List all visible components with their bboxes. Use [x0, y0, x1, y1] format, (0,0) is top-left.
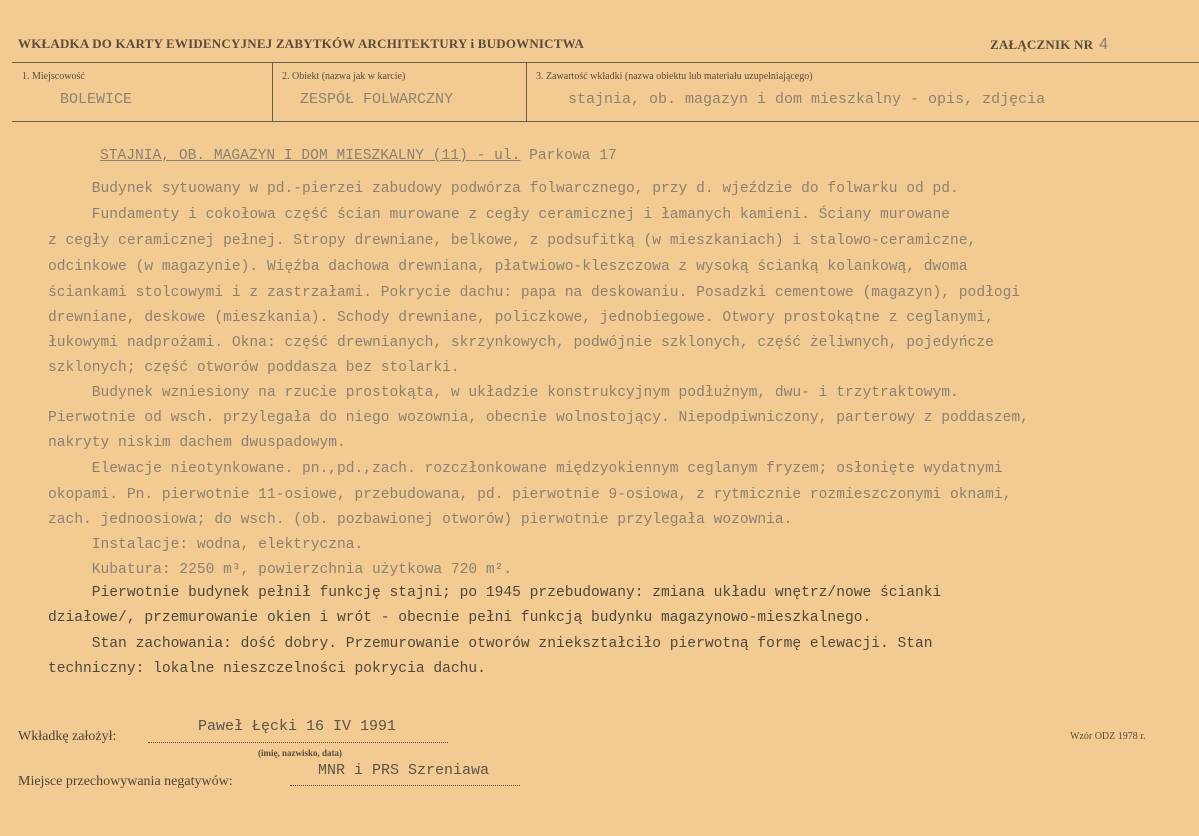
field-object-label: 2. Obiekt (nazwa jak w karcie): [282, 71, 406, 82]
heading-street: Parkowa 17: [520, 148, 617, 164]
author-hint: (imię, nazwisko, data): [258, 748, 342, 758]
form-code: Wzór ODZ 1978 r.: [1070, 731, 1146, 742]
negatives-value: MNR i PRS Szreniawa: [318, 762, 490, 779]
field-place-label: 1. Miejscowość: [22, 71, 85, 82]
author-value: Paweł Łęcki 16 IV 1991: [198, 718, 397, 735]
body-line: szklonych; część otworów poddasza bez stolarki.: [48, 360, 460, 376]
body-line: Pierwotnie budynek pełnił funkcję stajni; po 1945 przebudowany: zmiana układu wnętrz/nowe ścianki: [48, 585, 942, 601]
fields-table: [12, 62, 1199, 122]
field-content: [526, 63, 1199, 121]
body-line: Kubatura: 2250 m³, powierzchnia użytkowa 720 m².: [48, 562, 513, 578]
body-line: Fundamenty i cokołowa część ścian murowane z cegły ceramicznej i łamanych kamieni. Ściany murowane: [48, 207, 951, 223]
body-line: techniczny: lokalne nieszczelności pokrycia dachu.: [48, 661, 486, 677]
negatives-label: Miejsce przechowywania negatywów:: [18, 774, 233, 789]
heading-underlined: STAJNIA, OB. MAGAZYN I DOM MIESZKALNY (11) - ul.: [100, 148, 521, 164]
body-line: Stan zachowania: dość dobry. Przemurowanie otworów zniekształciło pierwotną formę elewacji. Stan: [48, 636, 933, 652]
body-line: łukowymi nadprożami. Okna: część drewnianych, skrzynkowych, podwójnie szklonych, część żeliwnych, pojedyńcze: [48, 335, 994, 351]
body-line: ściankami stolcowymi i z zastrzałami. Pokrycie dachu: papa na deskowaniu. Posadzki cementowe (magazyn), podłogi: [48, 285, 1021, 301]
field-place: [12, 63, 273, 121]
body-line: Instalacje: wodna, elektryczna.: [48, 537, 364, 553]
body-line: Elewacje nieotynkowane. pn.,pd.,zach. rozczłonkowane międzyokiennym ceglanym fryzem; osłonięte wydatnymi: [48, 461, 1003, 477]
field-object: [272, 63, 527, 121]
annex-number: 4: [1099, 36, 1109, 53]
field-content-label: 3. Zawartość wkładki (nazwa obiektu lub materiału uzupełniającego): [536, 71, 813, 82]
body-line: z cegły ceramicznej pełnej. Stropy drewniane, belkowe, z podsufitką (w mieszkaniach) i stalowo-ceramiczne,: [48, 233, 977, 249]
field-object-value: ZESPÓŁ FOLWARCZNY: [300, 91, 454, 108]
negatives-dotted-line: [290, 785, 520, 786]
author-dotted-line: [148, 742, 448, 743]
document-title: WKŁADKA DO KARTY EWIDENCYJNEJ ZABYTKÓW ARCHITEKTURY i BUDOWNICTWA: [18, 36, 584, 51]
field-content-value: stajnia, ob. magazyn i dom mieszkalny - opis, zdjęcia: [568, 91, 1046, 108]
description-heading: [100, 148, 617, 164]
body-line: Budynek sytuowany w pd.-pierzei zabudowy podwórza folwarcznego, przy d. wjeździe do folwarku od pd.: [48, 181, 959, 197]
body-line: nakryty niskim dachem dwuspadowym.: [48, 435, 346, 451]
body-line: Budynek wzniesiony na rzucie prostokąta, w układzie konstrukcyjnym podłużnym, dwu- i trzytraktowym.: [48, 385, 959, 401]
annex-label-text: ZAŁĄCZNIK NR: [990, 37, 1094, 52]
body-line: Pierwotnie od wsch. przylegała do niego wozownia, obecnie wolnostojący. Niepodpiwniczony, parterowy z poddaszem,: [48, 410, 1029, 426]
annex-label: [990, 36, 1108, 54]
body-line: okopami. Pn. pierwotnie 11-osiowe, przebudowana, pd. pierwotnie 9-osiowa, z rytmicznie rozmieszczonymi oknami,: [48, 487, 1012, 503]
body-line: działowe/, przemurowanie okien i wrót - obecnie pełni funkcją budynku magazynowo-mieszkalnego.: [48, 610, 872, 626]
body-line: zach. jednoosiowa; do wsch. (ob. pozbawionej otworów) pierwotnie przylegała wozownia.: [48, 512, 793, 528]
author-label: Wkładkę założył:: [18, 729, 117, 744]
body-line: drewniane, deskowe (mieszkania). Schody drewniane, policzkowe, jednobiegowe. Otwory prostokątne z ceglanymi,: [48, 310, 994, 326]
field-place-value: BOLEWICE: [60, 91, 133, 108]
body-line: odcinkowe (w magazynie). Więźba dachowa drewniana, płatwiowo-kleszczowa z wysoką ścianką kolankową, dwoma: [48, 259, 968, 275]
